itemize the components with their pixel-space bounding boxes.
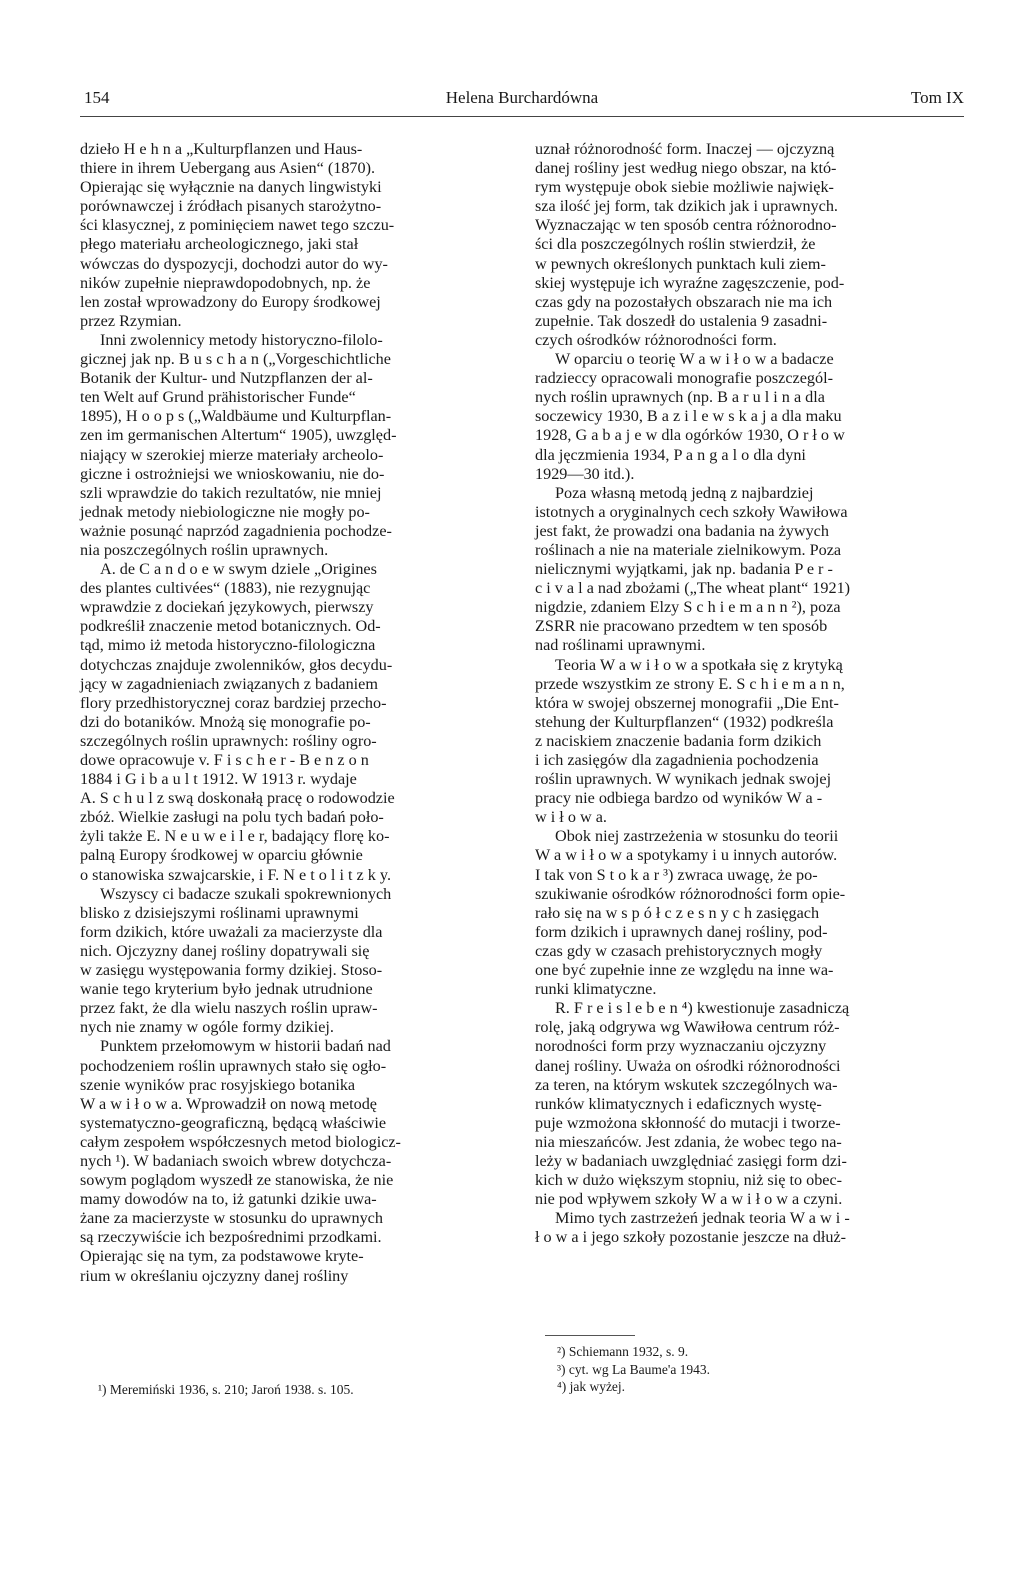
footnote-rule <box>545 1335 635 1336</box>
paragraph: Punktem przełomowym w historii badań nad pochodzeniem roślin uprawnych stało się ogło- szenie wyników prac rosyjskiego botanika W a w i ł o w a. Wprowadził on nową metodę systematyczno-geograficzną, będącą właściwie całym zespołem współczesnych metod biologicz- nych ¹). W badaniach swoich wbrew dotychcza- sowym poglądom wyszedł ze stanowiska, że nie mamy dowodów na to, iż gatunki dzikie uwa- żane za macierzyste w stosunku do uprawnych są rzeczywiście ich bezpośrednimi przodkami. Opierając się na tym, za podstawowe kryte- rium w określaniu ojczyzny danej rośliny <box>80 1037 401 1285</box>
page-number: 154 <box>84 88 110 107</box>
footnote: ¹) Meremiński 1936, s. 210; Jaroń 1938. s. 105. <box>98 1382 354 1397</box>
paragraph: W oparciu o teorię W a w i ł o w a badacze radzieccy opracowali monografie poszczegól- nych roślin uprawnych (np. B a r u l i n a dla soczewicy 1930, B a z i l e w s k a j a dla maku 1928, G a b a j e w dla ogórków 1930, O r ł o w dla jęczmienia 1934, P a n g a l o dla dyni 1929—30 itd.). <box>535 350 845 483</box>
paragraph: Poza własną metodą jedną z najbardziej istotnych a oryginalnych cech szkoły Wawiłowa jest fakt, że prowadzi ona badania na żywych roślinach a nie na materiale zielnikowym. Poza nielicznymi wyjątkami, jak np. badania P e r - c i v a l a nad zbożami („The wheat plant“ 1921) nigdzie, zdaniem Elzy S c h i e m a n n ²), poza ZSRR nie pracowano przedtem w ten sposób nad roślinami uprawnymi. <box>535 483 851 655</box>
paragraph: uznał różnorodność form. Inaczej — ojczyzną danej rośliny jest według niego obszar, na któ- rym występuje obok siebie możliwie najwięk- sza ilość jej form, tak dzikich jak i uprawnych. Wyznaczając w ten sposób centra różnorodno- ści dla poszczególnych roślin stwierdził, że w pewnych określonych punktach kuli ziem- skiej występuje ich wyraźne zagęszczenie, pod- czas gdy na pozostałych obszarach nie ma ich zupełnie. Tak doszedł do ustalenia 9 zasadni- czych ośrodków różnorodności form. <box>535 140 845 349</box>
footnotes-left <box>98 1381 498 1398</box>
paragraph: R. F r e i s l e b e n ⁴) kwestionuje zasadniczą rolę, jaką odgrywa wg Wawiłowa centrum róż- norodności form przy wyznaczaniu ojczyzny danej rośliny. Uważa on ośrodki różnorodności za teren, na którym wskutek szczególnych wa- runków klimatycznych i edaficznych wystę- puje wzmożona skłonność do mutacji i tworze- nia mieszańców. Jest zdania, że wobec tego na- leży w badaniach uwzględniać zasięgi form dzi- kich w dużo większym stopniu, niż się to obec- nie pod wpływem szkoły W a w i ł o w a czyni. <box>535 999 850 1209</box>
volume-label: Tom IX <box>910 88 964 107</box>
paragraph: Mimo tych zastrzeżeń jednak teoria W a w i - ł o w a i jego szkoły pozostanie jeszcze na dłuż- <box>535 1209 850 1247</box>
footnotes-right <box>557 1343 957 1396</box>
footnote: ⁴) jak wyżej. <box>557 1379 626 1394</box>
paragraph: Teoria W a w i ł o w a spotkała się z krytyką przede wszystkim ze strony E. S c h i e m a n n, która w swojej obszernej monografii „Die Ent- stehung der Kulturpflanzen“ (1932) podkreśla z naciskiem znaczenie badania form dzikich i ich zasięgów dla zagadnienia pochodzenia roślin uprawnych. W wynikach jednak swojej pracy nie odbiega bardzo od wyników W a - w i ł o w a. <box>535 655 845 827</box>
left-column <box>80 140 504 1286</box>
footnote: ²) Schiemann 1932, s. 9. <box>557 1344 689 1359</box>
header-rule <box>80 116 964 117</box>
footnote: ³) cyt. wg La Baume'a 1943. <box>557 1361 711 1377</box>
running-title-author: Helena Burchardówna <box>445 88 599 107</box>
paragraph: Inni zwolennicy metody historyczno-filolo- gicznej jak np. B u s c h a n („Vorgeschichtliche Botanik der Kultur- und Nutzpflanzen der al- ten Welt auf Grund prähistorischer Funde“ 1895), H o o p s („Waldbäume und Kulturpflan- zen im germanischen Altertum“ 1905), uwzględ- niający w szerokiej mierze materiały archeolo- giczne i ostrożniejsi we wnioskowaniu, nie do- szli wprawdzie do takich rezultatów, nie mniej jednak metody niebiologiczne nie mogły po- ważnie posunąć naprzód zagadnienia pochodze- nia poszczególnych roślin uprawnych. <box>80 330 397 559</box>
running-header <box>80 88 964 114</box>
paragraph: dzieło H e h n a „Kulturpflanzen und Haus- thiere in ihrem Uebergang aus Asien“ (1870). Opierając się wyłącznie na danych lingwistyki porównawczej i źródłach pisanych starożytno- ści klasycznej, z pominięciem nawet tego szczu- płego materiału archeologicznego, jaki stał wówczas do dyspozycji, dochodzi autor do wy- ników zupełnie nieprawdopodobnych, np. że len został wprowadzony do Europy środkowej przez Rzymian. <box>80 140 395 330</box>
paragraph: Obok niej zastrzeżenia w stosunku do teorii W a w i ł o w a spotykamy i u innych autorów. I tak von S t o k a r ³) zwraca uwagę, że po- szukiwanie ośrodków różnorodności form opie- rało się na w s p ó ł c z e s n y c h zasięgach form dzikich i uprawnych danej rośliny, pod- czas gdy w czasach prehistorycznych mogły one być zupełnie inne ze względu na inne wa- runki klimatyczne. <box>535 827 846 999</box>
paragraph: A. de C a n d o e w swym dziele „Origines des plantes cultivées“ (1883), nie rezygnując wprawdzie z dociekań językowych, pierwszy podkreślił znaczenie metod botanicznych. Od- tąd, mimo iż metoda historyczno-filologiczna dotychczas znajduje zwolenników, głos decydu- jący w zagadnieniach związanych z badaniem flory przedhistorycznej coraz bardziej przecho- dzi do botaników. Mnożą się monografie po- szczególnych roślin uprawnych: rośliny ogro- dowe opracowuje v. F i s c h e r - B e n z o n 1884 i G i b a u l t 1912. W 1913 r. wydaje A. S c h u l z swą doskonałą pracę o rodowodzie zbóż. Wielkie zasługi na polu tych badań poło- żyli także E. N e u w e i l e r, badający florę ko- palną Europy środkowej w oparciu głównie o stanowiska szwajcarskie, i F. N e t o l i t z k y. <box>80 560 395 884</box>
right-column <box>535 140 964 1247</box>
paragraph: Wszyscy ci badacze szukali spokrewnionych blisko z dzisiejszymi roślinami uprawnymi form dzikich, które uważali za macierzyste dla nich. Ojczyzny danej rośliny dopatrywali się w zasięgu występowania formy dzikiej. Stoso- wanie tego kryterium było jednak utrudnione przez fakt, że dla wielu naszych roślin upraw- nych nie znamy w ogóle formy dzikiej. <box>80 884 392 1037</box>
